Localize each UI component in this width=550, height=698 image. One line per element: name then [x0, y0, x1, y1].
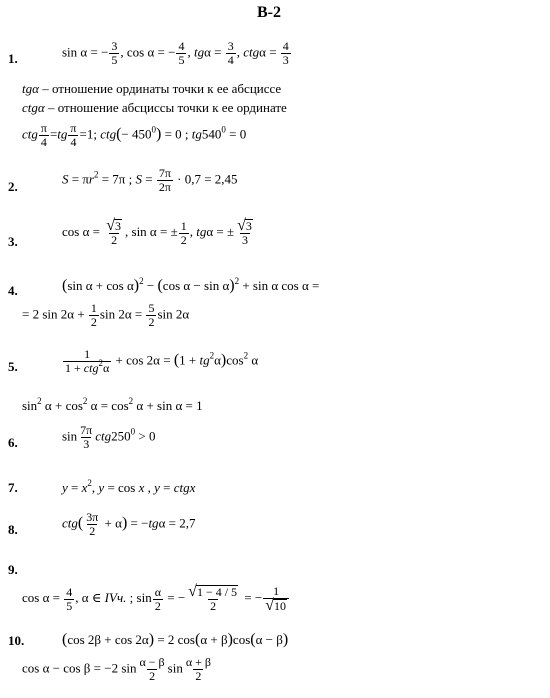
formula-4b: = 2 sin 2α + $\frac{1}{2}$ sin 2α = $\frac{5}{2}$ sin 2α — [22, 301, 190, 329]
formula-10a: (cos 2β + cos 2α) = 2 cos(α + β)cos(α − β) — [62, 631, 289, 648]
item-number-8: 8. — [8, 522, 18, 537]
formula-1b: ctg $\frac{\pi}{4}$ =tg $\frac{\pi}{4}$ =1; $ctg(- 450^0) = 0$ ; $tg540^0 = 0$ — [22, 121, 247, 149]
item-number-3: 3. — [8, 234, 18, 249]
item-number-2: 2. — [8, 179, 18, 194]
item-number-7: 7. — [8, 480, 18, 495]
formula-5a: 1 1 + ctg$^2$α + $\cos 2\alpha = (1 + tg^2\alpha)\cos^2$ α — [65, 347, 259, 375]
item-number-5: 5. — [8, 359, 18, 374]
item-number-6: 6. — [8, 435, 18, 450]
formula-3: cos α = √ 3 2 , sin α = ± $\frac{1}{2}$ , tgα = ± √ 3 3 — [62, 217, 252, 247]
formula-2: $S = \pi r^2 = 7\pi$ ; S = $\frac{7\pi}{2\pi}$ · 0,7 = 2,45 — [62, 166, 238, 194]
tg-definition: tgα – отношение ординаты точки к ее абсциссе — [22, 81, 282, 96]
item-number-9: 9. — [8, 562, 18, 577]
page-title: В-2 — [257, 4, 281, 21]
ctg-definition: ctgα – отношение абсциссы точки к ее ординате — [22, 100, 287, 115]
formula-7: $y = x^2$, y = cos x , y = ctgx — [62, 478, 196, 495]
item-number-4: 4. — [8, 283, 18, 298]
formula-8: ctg( $\frac{3\pi}{2}$ + α) = −tgα = 2,7 — [62, 510, 196, 538]
formula-4a: (sin α + cos α)$^2$ − (cos α − sin α)$^2$ + sin α cos α = — [62, 276, 320, 294]
formula-6: sin $\frac{7\pi}{3}$ $ctg250^0 > 0$ — [62, 423, 156, 451]
formula-5b: $\sin^2 \alpha + \cos^2 \alpha = \cos^2 \alpha + \sin \alpha = 1$ — [22, 396, 203, 413]
formula-10b: cos α − cos β = −2 sin $\frac{\alpha - \beta}{2}$ sin $\frac{\alpha + \beta}{2}$ — [22, 655, 212, 683]
item-number-10: 10. — [8, 633, 25, 648]
item-number-1: 1. — [8, 51, 18, 66]
formula-9: cos α = $\frac{4}{5}$ , α ∈ IVч. ; sin $\frac{\alpha}{2}$ = − √ 1 − 4 / 5 2 = − 1 √ 10 — [22, 585, 290, 613]
formula-1: sin α = − $\frac{3}{5}$ , cos α = − $\frac{4}{5}$ , tgα = $\frac{3}{4}$ , ctgα = $\frac{4}{3}$ — [62, 39, 289, 67]
